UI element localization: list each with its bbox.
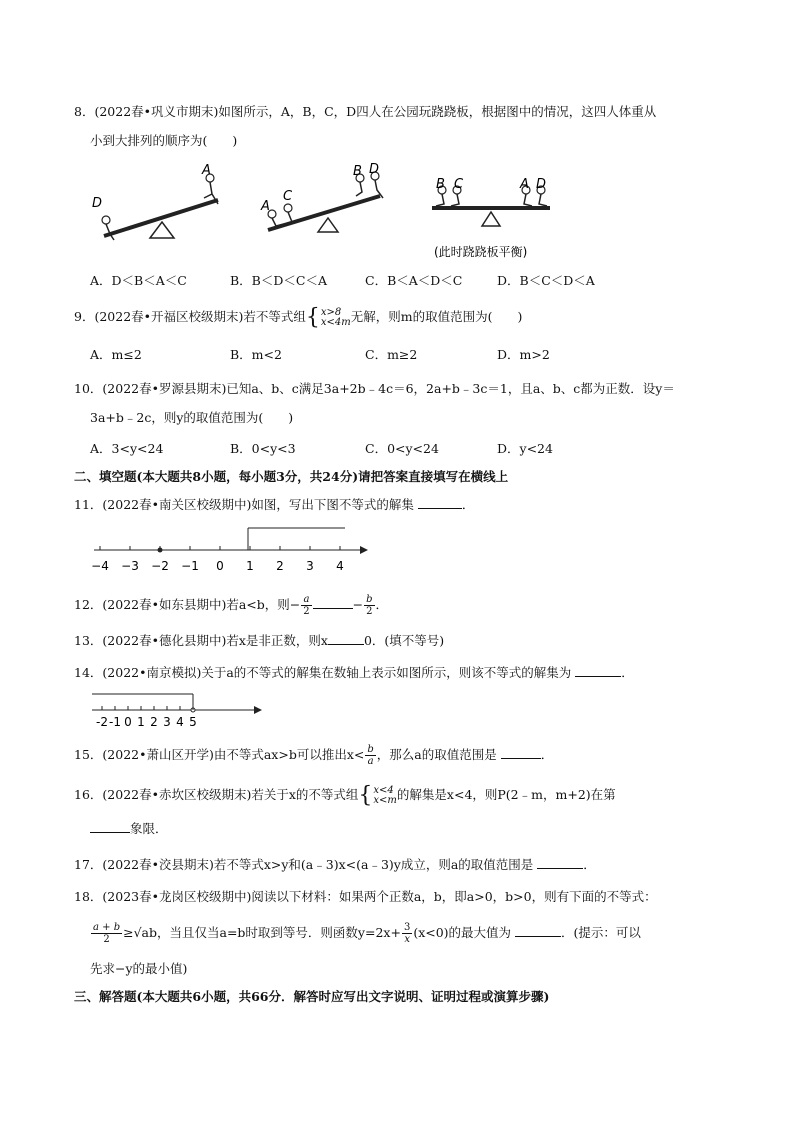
question-15	[74, 742, 734, 768]
q14-answer-blank[interactable]	[575, 662, 621, 677]
fig2-label-b: B	[353, 164, 362, 179]
fig3-label-d: D	[536, 177, 547, 192]
seesaw-figure-2	[260, 162, 383, 232]
q9-option-a[interactable]: A．m≤2	[90, 347, 142, 362]
q10-option-b[interactable]: B．0<y<3	[230, 441, 296, 456]
q10-option-a[interactable]: A．3<y<24	[90, 441, 164, 456]
q12-fraction-1	[301, 594, 311, 617]
q8-option-a[interactable]: A．D＜B＜A＜C	[90, 273, 187, 288]
q15-suffix: ，那么a的取值范围是	[376, 747, 497, 762]
question-10-line-1: 10．(2022春•罗源县期末)已知a、b、c满足3a+2b﹣4c＝6，2a+b﹣3c＝1，且a、b、c都为正数．设y＝	[74, 381, 675, 396]
q16-line-2: 象限．	[130, 821, 168, 836]
q12-answer-blank[interactable]	[313, 594, 353, 609]
q16-system-bottom: x<m	[373, 794, 397, 806]
fig3-label-b: B	[436, 177, 445, 192]
question-13	[74, 628, 734, 654]
q9-suffix: 无解，则m的取值范围为( )	[350, 309, 523, 324]
q15-frac-num: b	[367, 744, 374, 755]
q9-system	[321, 308, 351, 328]
q18-frac2-den: x	[404, 934, 410, 945]
question-11	[74, 492, 734, 518]
question-17	[74, 852, 734, 878]
q18-frac2-num: 3	[403, 922, 411, 933]
q11-axis-tick-label: 2	[276, 559, 284, 573]
fig1-label-d: D	[92, 196, 103, 211]
q14-number-line	[88, 690, 268, 730]
question-18-line-3: 先求−y的最小值)	[90, 961, 188, 976]
fig3-label-c: C	[454, 177, 464, 192]
q14-end: ．	[621, 665, 634, 680]
q16-brace: {	[358, 782, 373, 808]
q12-mid: −	[352, 597, 364, 612]
section-2-heading: 二、填空题(本大题共8小题，每小题3分，共24分)请把答案直接填写在横线上	[74, 469, 509, 484]
question-12	[74, 592, 734, 618]
q15-frac-den: a	[367, 756, 374, 767]
q12-prefix: 12．(2022春•如东县期中)若a<b，则−	[74, 597, 301, 612]
q11-end: ．	[461, 497, 475, 512]
q11-axis-tick-label: −2	[151, 559, 169, 573]
fig2-label-d: D	[369, 162, 380, 177]
fig2-label-a: A	[261, 199, 270, 214]
q12-frac1-den: 2	[303, 606, 310, 617]
q17-end: ．	[583, 857, 596, 872]
q10-option-d[interactable]: D．y<24	[497, 441, 553, 456]
question-8-line-1: 8．(2022春•巩义市期末)如图所示，A，B，C，D四人在公园玩跷跷板，根据图中的情况，这四人体重从	[74, 104, 657, 119]
q12-frac1-num: a	[301, 594, 311, 606]
q8-option-c[interactable]: C．B＜A＜D＜C	[365, 273, 463, 288]
seesaw-figure-1	[92, 163, 218, 240]
q9-option-b[interactable]: B．m<2	[230, 347, 282, 362]
q16-suffix: 的解集是x<4，则P(2﹣m，m+2)在第	[396, 787, 616, 802]
q18-mid: (x<0)的最大值为	[413, 925, 512, 940]
q9-brace: {	[305, 304, 320, 330]
q13-suffix: 0．(填不等号)	[363, 633, 445, 648]
q18-frac1-den: 2	[103, 934, 110, 945]
q14-axis-tick-label: 4	[176, 715, 184, 729]
seesaw-figures	[80, 160, 580, 266]
q14-axis-tick-label: 0	[124, 715, 132, 729]
q13-prefix: 13．(2022春•德化县期中)若x是非正数，则x	[74, 633, 328, 648]
q16-answer-blank[interactable]	[90, 818, 130, 833]
q11-axis-tick-label: −3	[121, 559, 139, 573]
fig2-label-c: C	[283, 189, 293, 204]
q15-end: ．	[540, 747, 554, 762]
q14-axis-tick-label: 5	[189, 715, 197, 729]
q15-answer-blank[interactable]	[501, 744, 541, 759]
q11-axis-tick-label: −4	[91, 559, 109, 573]
q18-fraction-1	[91, 922, 122, 945]
q14-axis-tick-label: 1	[137, 715, 145, 729]
q11-axis-tick-label: 0	[216, 559, 224, 573]
q11-axis-tick-label: 4	[336, 559, 344, 573]
q14-axis-tick-label: 2	[150, 715, 158, 729]
q9-system-bottom: x<4m	[320, 316, 351, 328]
q14-axis-tick-label: -1	[109, 715, 121, 729]
q16-system	[373, 786, 397, 806]
q14-axis-tick-label: 3	[163, 715, 171, 729]
q11-axis-tick-label: 3	[306, 559, 314, 573]
fig3-label-a: A	[520, 177, 529, 192]
q18-frac1-num: a + b	[93, 922, 121, 933]
q15-prefix: 15．(2022•萧山区开学)由不等式ax>b可以推出x<	[74, 747, 365, 762]
q13-answer-blank[interactable]	[328, 630, 364, 645]
question-18-line-2	[90, 920, 750, 946]
q11-answer-blank[interactable]	[418, 494, 462, 509]
q8-option-d[interactable]: D．B＜C＜D＜A	[497, 273, 595, 288]
fig3-caption: (此时跷跷板平衡)	[434, 245, 528, 259]
q11-number-line	[88, 524, 378, 574]
q16-system-top: x<4	[373, 784, 394, 796]
q9-option-d[interactable]: D．m>2	[497, 347, 550, 362]
q15-fraction	[365, 744, 375, 767]
q11-axis-tick-label: 1	[246, 559, 254, 573]
q12-end: ．	[375, 597, 389, 612]
q12-fraction-2	[364, 594, 374, 617]
q9-prefix: 9．(2022春•开福区校级期末)若不等式组	[74, 309, 306, 324]
q9-option-c[interactable]: C．m≥2	[365, 347, 418, 362]
fig1-label-a: A	[202, 163, 211, 178]
question-16	[74, 782, 734, 808]
seesaw-figure-3	[432, 177, 550, 259]
q16-prefix: 16．(2022春•赤坎区校级期末)若关于x的不等式组	[74, 787, 359, 802]
question-9	[74, 304, 734, 330]
q18-fraction-2	[402, 922, 412, 945]
q17-text: 17．(2022春•洨县期末)若不等式x>y和(a﹣3)x<(a﹣3)y成立，则a的取值范围是	[74, 857, 534, 872]
q12-frac2-den: 2	[366, 606, 373, 617]
q11-text: 11．(2022春•南关区校级期中)如图，写出下图不等式的解集	[74, 497, 414, 512]
q18-answer-blank[interactable]	[515, 922, 561, 937]
q10-option-c[interactable]: C．0<y<24	[365, 441, 439, 456]
section-3-heading: 三、解答题(本大题共6小题，共66分．解答时应写出文字说明、证明过程或演算步骤)	[74, 989, 550, 1004]
q18-tail: ．(提示：可以	[561, 925, 641, 940]
question-16-line-2	[90, 816, 750, 842]
question-10-line-2: 3a+b﹣2c，则y的取值范围为( )	[90, 410, 294, 425]
question-18-line-1: 18．(2023春•龙岗区校级期中)阅读以下材料：如果两个正数a，b，即a>0，b>0，则有下面的不等式：	[74, 889, 657, 904]
q14-axis-tick-label: -2	[96, 715, 108, 729]
q17-answer-blank[interactable]	[537, 854, 583, 869]
q8-option-b[interactable]: B．B＜D＜C＜A	[230, 273, 327, 288]
question-14	[74, 660, 734, 686]
q9-system-top: x>8	[320, 306, 342, 318]
q14-text: 14．(2022•南京模拟)关于a的不等式的解集在数轴上表示如图所示，则该不等式的解集为	[74, 665, 572, 680]
question-8-line-2: 小到大排列的顺序为( )	[90, 133, 238, 148]
q18-inequality: ≥√ab，当且仅当a=b时取到等号．则函数y=2x+	[123, 925, 401, 940]
q12-frac2-num: b	[366, 594, 373, 605]
q11-axis-tick-label: −1	[181, 559, 199, 573]
